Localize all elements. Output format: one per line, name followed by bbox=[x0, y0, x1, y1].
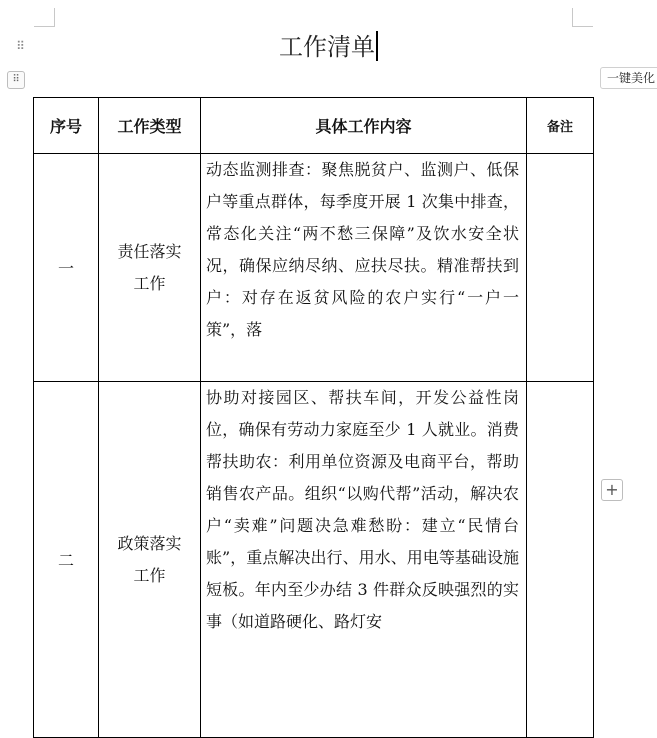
header-index: 序号 bbox=[34, 98, 99, 154]
work-type-text: 政策落实工作 bbox=[117, 533, 182, 585]
note-cell[interactable] bbox=[527, 382, 594, 738]
table-row bbox=[34, 154, 594, 382]
beautify-button[interactable]: 一键美化 bbox=[600, 67, 657, 89]
crop-mark-top-left bbox=[34, 8, 55, 27]
title-text[interactable]: 工作清单 bbox=[279, 33, 375, 61]
row-index-cell[interactable]: 一 bbox=[34, 154, 99, 382]
header-note: 备注 bbox=[527, 98, 594, 154]
work-content-text: 协助对接园区、帮扶车间，开发公益性岗位，确保有劳动力家庭至少 1 人就业。消费帮扶助农：利用单位资源及电商平台，帮助销售农产品。组织“以购代帮”活动，解决农户“卖难”问题决急难愁盼：建立“民情台账”，重点解决出行、用水、用电等基础设施短板。年内至少办结 3 件群众反映强烈的实事（如道路硬化、路灯安 bbox=[206, 388, 519, 631]
header-work-type: 工作类型 bbox=[99, 98, 201, 154]
text-cursor bbox=[376, 31, 378, 61]
crop-mark-top-right bbox=[572, 8, 593, 27]
table-row bbox=[34, 382, 594, 738]
work-content-cell[interactable] bbox=[201, 154, 527, 382]
work-content-cell[interactable] bbox=[201, 382, 527, 738]
work-content-text: 动态监测排查：聚焦脱贫户、监测户、低保户等重点群体，每季度开展 1 次集中排查，常态化关注“两不愁三保障”及饮水安全状况，确保应纳尽纳、应扶尽扶。精准帮扶到户：对存在返贫风险的农户实行“一户一策”，落 bbox=[206, 160, 519, 339]
table-move-icon[interactable]: ⠿ bbox=[7, 71, 25, 89]
header-work-content: 具体工作内容 bbox=[201, 98, 527, 154]
row-index-cell[interactable]: 二 bbox=[34, 382, 99, 738]
work-type-cell[interactable] bbox=[99, 382, 201, 738]
work-type-text: 责任落实工作 bbox=[117, 241, 182, 293]
drag-handle-icon[interactable]: ⠿ bbox=[16, 39, 24, 53]
document-title[interactable] bbox=[0, 30, 657, 64]
work-type-cell[interactable] bbox=[99, 154, 201, 382]
note-cell[interactable] bbox=[527, 154, 594, 382]
work-list-table bbox=[33, 97, 594, 738]
table-header-row bbox=[34, 98, 594, 154]
add-row-plus-icon[interactable]: + bbox=[601, 479, 623, 501]
